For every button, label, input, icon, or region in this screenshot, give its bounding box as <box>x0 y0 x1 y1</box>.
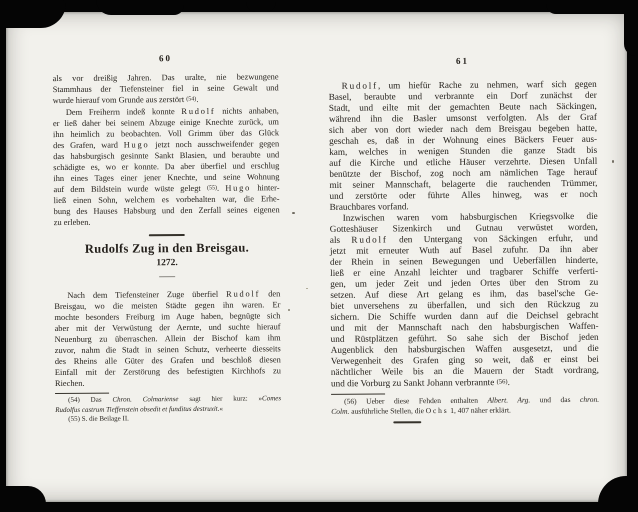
text-line: während ihn die Basler umsonst verfolgten. Als der Graf <box>328 111 597 124</box>
scan-speck <box>306 288 308 289</box>
scan-border-artifact <box>624 0 638 56</box>
text-line: biet unversehens zu überfallen, und sich den Rückzug zu <box>330 298 599 311</box>
small-divider <box>159 276 175 277</box>
book-page-spread <box>6 12 627 502</box>
text-line: Rudolfus castrum Tieffenstein obsedit et funditus destruxit.« <box>55 404 224 414</box>
text-line: Brauchbares vorfand. <box>329 201 409 212</box>
text-line: sichern. Die Schiffe wurden dann auf die Deichsel gebracht <box>330 309 599 322</box>
text-line: ihn eines Tages einer jener Knechte, und seine Wohnung <box>53 171 280 183</box>
text-line: er ließ daher bei seinem Abzuge einige Knechte zurück, um <box>52 116 279 128</box>
paragraph <box>329 79 598 213</box>
end-flourish <box>393 421 421 423</box>
text-line: als Rudolf den Untergang von Säckingen erfuhr, und <box>329 232 598 245</box>
text-line: Dem Freiherrn indeß konnte Rudolf nichts anhaben, <box>65 105 279 117</box>
page-number-left: 60 <box>158 53 172 64</box>
latin-citation: Chron. Colmariense <box>112 395 179 404</box>
emphasized-name: Rudolf <box>351 234 388 245</box>
chapter-heading: Rudolfs Zug in den Breisgau. <box>84 240 250 256</box>
text-line: (54) Das Chron. Colmariense sagt hier kurz: »Comes <box>68 394 282 404</box>
scan-border-artifact <box>246 0 276 12</box>
footnote <box>55 413 281 424</box>
emphasized-name: Hugo <box>225 183 252 193</box>
section-divider <box>149 234 185 236</box>
paragraph <box>330 211 599 390</box>
latin-citation: Albert. Arg. <box>487 394 531 405</box>
text-line: Breisgau, wo die meisten Städte gegen ihn waren. Er <box>54 300 281 312</box>
text-line: des Rheins alle Güter des Grafen und beschloß diesen <box>54 355 281 367</box>
text-line: zuvor, nahm die Stadt in seinen Schutz, verheerte diesseits <box>54 344 281 356</box>
text-line: das habsburgisch gesinnte Sankt Blasien, und beraubte und <box>53 149 280 161</box>
text-line: aber mit der Verwüstung der Aernte, und suchte hierauf <box>54 322 281 334</box>
text-line: Basel, beraubte und verbrannte ein Dorf zunächst der <box>328 89 597 102</box>
emphasized-name: Hugo <box>123 139 150 150</box>
text-line: benützte der Bischof, zog noch am nämlichen Tage herauf <box>329 166 598 179</box>
text-line: auf dem Bildstein wurde wüste gelegt (55). Hugo hinter- <box>53 182 280 194</box>
text-line: schädigte es, wo er konnte. Da aber überfiel und erschlug <box>53 160 280 172</box>
text-line: Inzwischen waren vom habsburgischen Kriegsvolke die <box>342 210 598 223</box>
text-line: (55) S. die Beilage II. <box>68 414 129 423</box>
footnote-reference: (55) <box>206 184 218 191</box>
latin-citation: chron. <box>579 394 600 404</box>
footnote-reference: (54) <box>186 96 197 103</box>
text-line: der Rhein in seinen Bewegungen und Ueberfällen hinderte, <box>329 254 599 267</box>
text-line: Rudolf, um hiefür Rache zu nehmen, warf sich gegen <box>341 78 597 91</box>
text-line: Colm. ausführliche Stellen, die Ochs 1, 407 näher erklärt. <box>331 404 511 416</box>
text-line: und Rüstplätzen geführt. So sahe sich der Bischof jeden <box>330 331 599 344</box>
text-line: auf die Kirche und etliche Häuser verzehrte. Diesen Unfall <box>329 155 598 168</box>
page-number-right: 61 <box>455 55 470 66</box>
text-line: ihn heimlich zu beobachten. Voll Grimm über das Glück <box>52 127 280 139</box>
scan-speck <box>288 309 290 311</box>
footnote <box>331 394 599 416</box>
footnote-reference: (56) <box>496 378 508 386</box>
text-line: sich aber von dort wieder nach dem Breisgau begeben hatte, <box>328 122 598 135</box>
paragraph <box>54 288 281 389</box>
text-line: kam, welches in wenigen Stunden die ganze Stadt bis <box>329 144 598 157</box>
text-line: ließ er eine Anzahl leichter und tragbarer Schiffe verferti- <box>330 265 599 278</box>
text-line: Nach dem Tiefensteiner Zuge überfiel Rudolf den <box>67 289 281 300</box>
page-content <box>4 10 629 505</box>
footnote <box>55 394 281 415</box>
text-line: Augenblick den habsburgischen Waffen ausgesetzt, und die <box>330 342 599 355</box>
text-line: Riechen. <box>54 378 85 389</box>
text-line: und zerstörte oder führte Alles hinweg, was er noch <box>329 188 598 201</box>
paragraph <box>53 105 280 228</box>
scan-border-artifact <box>96 0 184 15</box>
emphasized-name: Rudolf <box>181 106 216 116</box>
scan-border-artifact <box>0 486 46 512</box>
text-line: jetzt mit erneuter Wuth auf Basel zufuhr. Da ihn aber <box>329 243 598 256</box>
text-line: mit seiner Mannschaft, belagerte die rauchenden Trümmer, <box>329 177 598 190</box>
text-line: und die Vorburg zu Sankt Johann verbrannte (56). <box>330 376 510 389</box>
text-line: des Grafen, ward Hugo jetzt noch ausschweifender gegen <box>53 138 280 150</box>
text-line: bung des Hauses Habsburg und den Zerfall seines eigenen <box>53 205 280 217</box>
left-page-text <box>53 71 282 424</box>
text-line: Gotteshäuser Sizenkirch und Gutnau verwüstet worden, <box>329 221 598 234</box>
scan-speck <box>292 212 295 214</box>
text-line: (56) Ueber diese Fehden enthalten Albert. Arg. und das chron. <box>344 394 600 406</box>
emphasized-name: Rudolf <box>226 289 261 299</box>
text-line: Einfall mit der Zerstörung des befestigten Kirchhofs zu <box>54 366 281 378</box>
right-page-text <box>329 79 600 424</box>
latin-citation: Colm. <box>331 406 350 416</box>
emphasized-name: Rudolf <box>341 80 379 91</box>
text-line: ließ einen Sohn, welchem es vorbehalten war, die Erhe- <box>53 194 280 206</box>
text-line: zu erleben. <box>53 217 91 228</box>
text-line: geschah es, daß in der Wohnung eines Bäckers Feuer aus- <box>329 133 598 146</box>
text-line: und mit der Mannschaft nach den habsburgischen Waffen- <box>330 320 599 333</box>
paragraph <box>53 71 279 106</box>
text-line: mochte besonders Freiburg im Auge haben, begnügte sich <box>54 311 281 323</box>
text-line: nächtlicher Weile bis an die Mauern der Stadt vordrang, <box>330 364 599 377</box>
text-line: Neuenburg zu überraschen. Allein der Bischof kam ihm <box>54 333 281 345</box>
latin-citation: Rudolfus castrum Tieffenstein obsedit et funditus destruxit. <box>55 404 220 414</box>
chapter-year: 1272. <box>156 258 178 269</box>
text-line: als vor dreißig Jahren. Das uralte, nie bezwungene <box>52 72 279 84</box>
footnote-separator <box>55 393 109 394</box>
right-page <box>328 55 599 424</box>
text-line: Stammhaus der Tiefensteiner fiel in seine Gewalt und <box>52 83 279 95</box>
text-line: Verwegenheit des Grafen ging so weit, daß er einst bei <box>330 353 599 366</box>
emphasized-name: Ochs <box>425 405 449 415</box>
text-line: gen, um jeder Zeit und jeden Ortes über den Strom zu <box>330 276 599 289</box>
text-line: wurde hierauf vom Grunde aus zerstört (54). <box>52 94 199 106</box>
latin-citation: Comes <box>261 394 282 403</box>
scan-speck <box>612 160 614 163</box>
left-page <box>52 52 281 424</box>
text-line: Stadt, und eilte mit der gemachten Beute nach Säckingen, <box>328 100 597 113</box>
text-line: setzen. Auf diese Art gelang es ihm, das basel'sche Ge- <box>330 287 599 300</box>
footnote-separator <box>331 393 385 394</box>
